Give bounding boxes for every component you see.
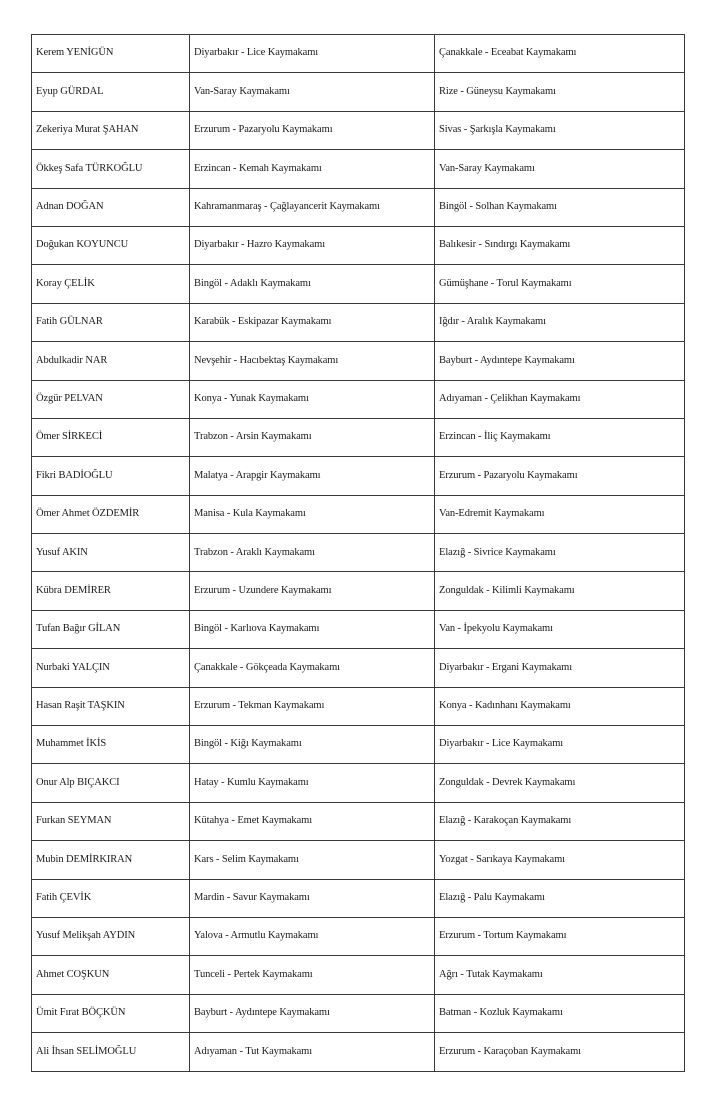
new-post-cell: Bayburt - Aydıntepe Kaymakamı (435, 342, 685, 380)
name-cell: Kerem YENİGÜN (32, 35, 190, 73)
current-post-cell: Bayburt - Aydıntepe Kaymakamı (190, 994, 435, 1032)
current-post-cell: Erzurum - Tekman Kaymakamı (190, 687, 435, 725)
new-post-cell: Yozgat - Sarıkaya Kaymakamı (435, 841, 685, 879)
current-post-cell: Hatay - Kumlu Kaymakamı (190, 764, 435, 802)
current-post-cell: Diyarbakır - Hazro Kaymakamı (190, 226, 435, 264)
new-post-cell: Adıyaman - Çelikhan Kaymakamı (435, 380, 685, 418)
new-post-cell: Sivas - Şarkışla Kaymakamı (435, 111, 685, 149)
table-row (32, 572, 685, 610)
new-post-cell: Van - İpekyolu Kaymakamı (435, 610, 685, 648)
name-cell: Zekeriya Murat ŞAHAN (32, 111, 190, 149)
table-row (32, 226, 685, 264)
table-row (32, 35, 685, 73)
current-post-cell: Adıyaman - Tut Kaymakamı (190, 1033, 435, 1071)
current-post-cell: Malatya - Arapgir Kaymakamı (190, 457, 435, 495)
new-post-cell: Elazığ - Palu Kaymakamı (435, 879, 685, 917)
new-post-cell: Gümüşhane - Torul Kaymakamı (435, 265, 685, 303)
new-post-cell: Erzurum - Tortum Kaymakamı (435, 917, 685, 955)
new-post-cell: Erzurum - Pazaryolu Kaymakamı (435, 457, 685, 495)
current-post-cell: Trabzon - Arsin Kaymakamı (190, 418, 435, 456)
name-cell: Hasan Raşit TAŞKIN (32, 687, 190, 725)
new-post-cell: Elazığ - Sivrice Kaymakamı (435, 534, 685, 572)
table-row (32, 956, 685, 994)
current-post-cell: Nevşehir - Hacıbektaş Kaymakamı (190, 342, 435, 380)
name-cell: Furkan SEYMAN (32, 802, 190, 840)
name-cell: Fikri BADİOĞLU (32, 457, 190, 495)
new-post-cell: Erzurum - Karaçoban Kaymakamı (435, 1033, 685, 1071)
new-post-cell: Balıkesir - Sındırgı Kaymakamı (435, 226, 685, 264)
current-post-cell: Trabzon - Araklı Kaymakamı (190, 534, 435, 572)
current-post-cell: Konya - Yunak Kaymakamı (190, 380, 435, 418)
name-cell: Tufan Bağır GİLAN (32, 610, 190, 648)
name-cell: Ömer SİRKECİ (32, 418, 190, 456)
current-post-cell: Erzurum - Pazaryolu Kaymakamı (190, 111, 435, 149)
current-post-cell: Bingöl - Adaklı Kaymakamı (190, 265, 435, 303)
name-cell: Doğukan KOYUNCU (32, 226, 190, 264)
table-row (32, 841, 685, 879)
table-row (32, 610, 685, 648)
table-row (32, 265, 685, 303)
new-post-cell: Konya - Kadınhanı Kaymakamı (435, 687, 685, 725)
new-post-cell: Van-Saray Kaymakamı (435, 150, 685, 188)
new-post-cell: Zonguldak - Kilimli Kaymakamı (435, 572, 685, 610)
name-cell: Muhammet İKİS (32, 726, 190, 764)
table-row (32, 917, 685, 955)
name-cell: Ahmet COŞKUN (32, 956, 190, 994)
current-post-cell: Kütahya - Emet Kaymakamı (190, 802, 435, 840)
name-cell: Özgür PELVAN (32, 380, 190, 418)
new-post-cell: Batman - Kozluk Kaymakamı (435, 994, 685, 1032)
new-post-cell: Van-Edremit Kaymakamı (435, 495, 685, 533)
current-post-cell: Kars - Selim Kaymakamı (190, 841, 435, 879)
table-row (32, 764, 685, 802)
new-post-cell: Diyarbakır - Lice Kaymakamı (435, 726, 685, 764)
new-post-cell: Elazığ - Karakoçan Kaymakamı (435, 802, 685, 840)
table-row (32, 802, 685, 840)
name-cell: Yusuf AKIN (32, 534, 190, 572)
current-post-cell: Tunceli - Pertek Kaymakamı (190, 956, 435, 994)
table-row (32, 879, 685, 917)
table-row (32, 380, 685, 418)
table-row (32, 649, 685, 687)
name-cell: Onur Alp BIÇAKCI (32, 764, 190, 802)
name-cell: Fatih GÜLNAR (32, 303, 190, 341)
table-row (32, 188, 685, 226)
table-row (32, 726, 685, 764)
table-row (32, 303, 685, 341)
current-post-cell: Çanakkale - Gökçeada Kaymakamı (190, 649, 435, 687)
current-post-cell: Erzurum - Uzundere Kaymakamı (190, 572, 435, 610)
table-row (32, 495, 685, 533)
new-post-cell: Ağrı - Tutak Kaymakamı (435, 956, 685, 994)
name-cell: Yusuf Melikşah AYDIN (32, 917, 190, 955)
table-row (32, 418, 685, 456)
table-row (32, 994, 685, 1032)
new-post-cell: Iğdır - Aralık Kaymakamı (435, 303, 685, 341)
current-post-cell: Diyarbakır - Lice Kaymakamı (190, 35, 435, 73)
name-cell: Ümit Fırat BÖÇKÜN (32, 994, 190, 1032)
name-cell: Fatih ÇEVİK (32, 879, 190, 917)
name-cell: Eyup GÜRDAL (32, 73, 190, 111)
assignment-table-body (32, 35, 685, 1072)
new-post-cell: Erzincan - İliç Kaymakamı (435, 418, 685, 456)
new-post-cell: Zonguldak - Devrek Kaymakamı (435, 764, 685, 802)
current-post-cell: Mardin - Savur Kaymakamı (190, 879, 435, 917)
new-post-cell: Rize - Güneysu Kaymakamı (435, 73, 685, 111)
table-row (32, 111, 685, 149)
name-cell: Ömer Ahmet ÖZDEMİR (32, 495, 190, 533)
current-post-cell: Yalova - Armutlu Kaymakamı (190, 917, 435, 955)
name-cell: Mubin DEMİRKIRAN (32, 841, 190, 879)
current-post-cell: Erzincan - Kemah Kaymakamı (190, 150, 435, 188)
name-cell: Ali İhsan SELİMOĞLU (32, 1033, 190, 1071)
table-row (32, 1033, 685, 1071)
name-cell: Kübra DEMİRER (32, 572, 190, 610)
assignment-table (31, 34, 685, 1072)
name-cell: Koray ÇELİK (32, 265, 190, 303)
current-post-cell: Karabük - Eskipazar Kaymakamı (190, 303, 435, 341)
table-row (32, 457, 685, 495)
table-row (32, 534, 685, 572)
current-post-cell: Bingöl - Karlıova Kaymakamı (190, 610, 435, 648)
table-row (32, 687, 685, 725)
table-row (32, 150, 685, 188)
current-post-cell: Van-Saray Kaymakamı (190, 73, 435, 111)
table-row (32, 342, 685, 380)
name-cell: Adnan DOĞAN (32, 188, 190, 226)
new-post-cell: Diyarbakır - Ergani Kaymakamı (435, 649, 685, 687)
current-post-cell: Kahramanmaraş - Çağlayancerit Kaymakamı (190, 188, 435, 226)
current-post-cell: Manisa - Kula Kaymakamı (190, 495, 435, 533)
new-post-cell: Bingöl - Solhan Kaymakamı (435, 188, 685, 226)
new-post-cell: Çanakkale - Eceabat Kaymakamı (435, 35, 685, 73)
name-cell: Nurbaki YALÇIN (32, 649, 190, 687)
name-cell: Abdulkadir NAR (32, 342, 190, 380)
table-row (32, 73, 685, 111)
current-post-cell: Bingöl - Kiğı Kaymakamı (190, 726, 435, 764)
name-cell: Ökkeş Safa TÜRKOĞLU (32, 150, 190, 188)
